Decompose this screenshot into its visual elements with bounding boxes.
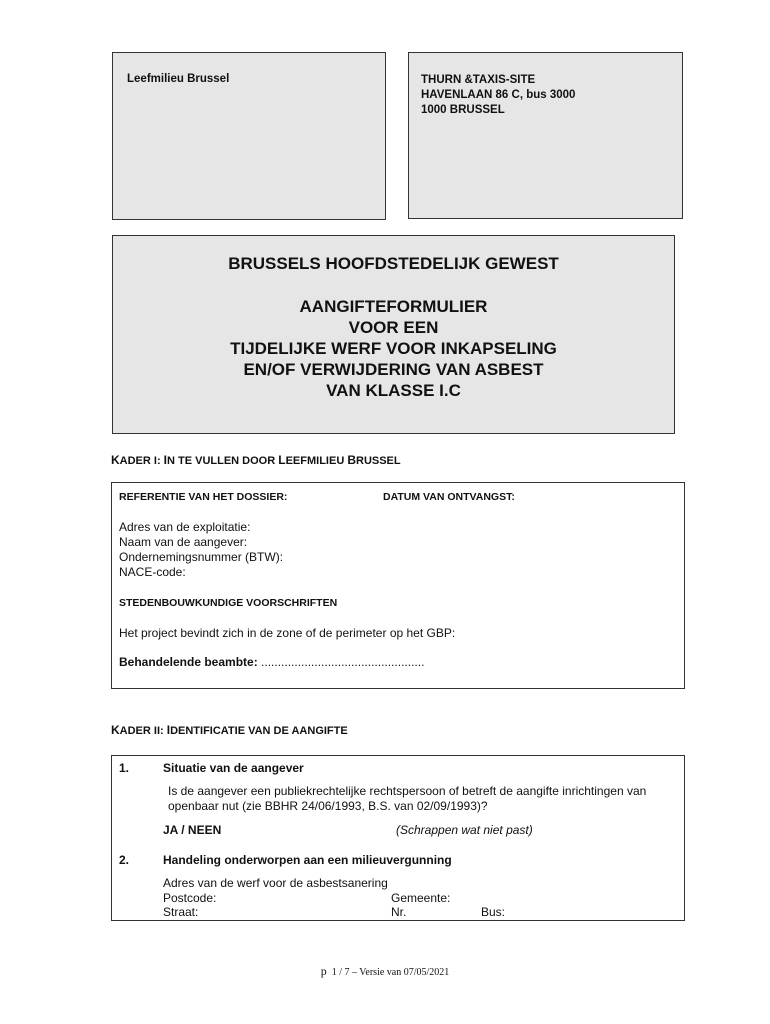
receipt-date-label: DATUM VAN ONTVANGST:: [383, 491, 515, 503]
section-1-title: Situatie van de aangever: [163, 761, 304, 775]
region-title: BRUSSELS HOOFDSTEDELIJK GEWEST: [228, 254, 559, 273]
number-field[interactable]: Nr.: [391, 905, 407, 919]
exploitation-address-field[interactable]: Adres van de exploitatie:: [119, 520, 251, 534]
form-title-line-5: VAN KLASSE I.C: [326, 381, 461, 400]
form-title-line-3: TIJDELIJKE WERF VOOR INKAPSELING: [230, 339, 557, 358]
address-line-2: HAVENLAAN 86 C, bus 3000: [421, 89, 576, 101]
section-1-question-line-2: openbaar nut (zie BBHR 24/06/1993, B.S. van 02/09/1993)?: [168, 799, 488, 813]
sender-box: [112, 52, 386, 220]
kader-2-heading: KADER II: IDENTIFICATIE VAN DE AANGIFTE: [111, 723, 348, 737]
sender-label: Leefmilieu Brussel: [127, 73, 230, 85]
section-2-number: 2.: [119, 853, 130, 867]
kader-1-heading: KADER I: IN TE VULLEN DOOR LEEFMILIEU BRUSSEL: [111, 453, 401, 467]
form-title-line-1: AANGIFTEFORMULIER: [299, 297, 488, 316]
address-line-3: 1000 BRUSSEL: [421, 104, 505, 116]
footer-page-version: 1 / 7 – Versie van 07/05/2021: [331, 967, 450, 978]
officer-field[interactable]: [119, 655, 424, 670]
section-1-number: 1.: [119, 761, 130, 775]
nace-code-field[interactable]: NACE-code:: [119, 565, 186, 579]
strike-note: (Schrappen wat niet past): [396, 823, 533, 837]
section-2-title: Handeling onderworpen aan een milieuvergunning: [163, 853, 452, 867]
title-box: [112, 235, 675, 434]
address-line-1: THURN &TAXIS-SITE: [421, 74, 536, 86]
municipality-field[interactable]: Gemeente:: [391, 891, 451, 905]
vat-number-field[interactable]: Ondernemingsnummer (BTW):: [119, 550, 284, 564]
kader-2-panel: [111, 755, 685, 921]
footer-p: p: [320, 964, 327, 978]
box-field[interactable]: Bus:: [481, 905, 506, 919]
page-footer: [0, 964, 770, 979]
form-title-line-4: EN/OF VERWIJDERING VAN ASBEST: [243, 360, 544, 379]
zone-field[interactable]: Het project bevindt zich in de zone of de perimeter op het GBP:: [119, 626, 456, 640]
officer-label: Behandelende beambte:: [119, 655, 258, 669]
form-title: [113, 296, 674, 401]
site-address-subheading: Adres van de werf voor de asbestsanering: [163, 876, 388, 890]
officer-dots: .................................................: [261, 655, 425, 669]
urban-regulations-label: STEDENBOUWKUNDIGE VOORSCHRIFTEN: [119, 597, 338, 609]
street-field[interactable]: Straat:: [163, 905, 199, 919]
section-1-question-line-1: Is de aangever een publiekrechtelijke rechtspersoon of betreft de aangifte inrichtingen van: [168, 784, 647, 798]
form-title-line-2: VOOR EEN: [348, 318, 439, 337]
address-box: [408, 52, 683, 219]
postcode-field[interactable]: Postcode:: [163, 891, 217, 905]
kader-1-panel: [111, 482, 685, 689]
dossier-reference-label: REFERENTIE VAN HET DOSSIER:: [119, 491, 288, 503]
yes-no-choice[interactable]: JA / NEEN: [163, 823, 222, 837]
declarant-name-field[interactable]: Naam van de aangever:: [119, 535, 248, 549]
